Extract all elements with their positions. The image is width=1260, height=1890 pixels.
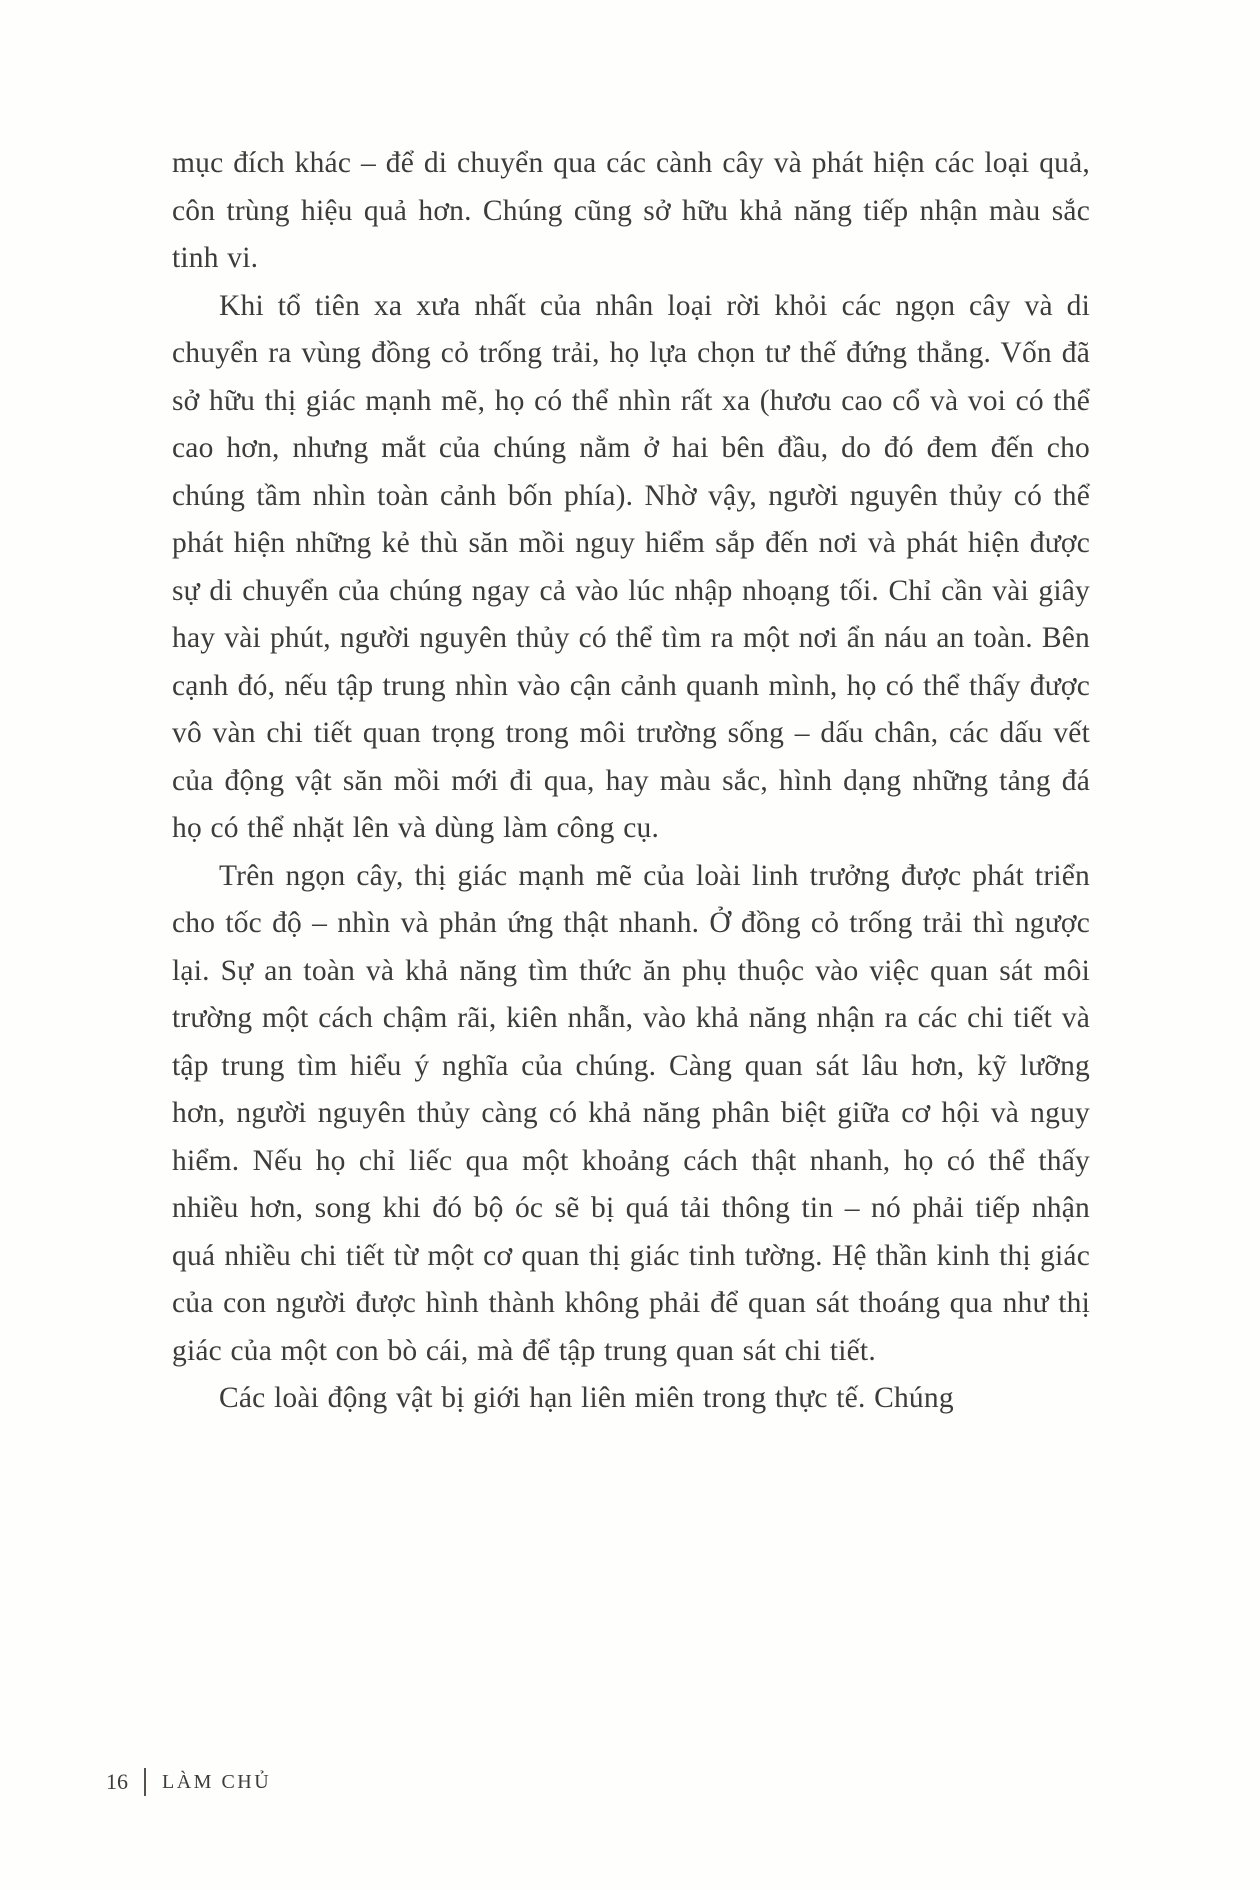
text-block — [172, 140, 1090, 1423]
paragraph: Khi tổ tiên xa xưa nhất của nhân loại rời khỏi các ngọn cây và di chuyển ra vùng đồng cỏ trống trải, họ lựa chọn tư thế đứng thẳng. Vốn đã sở hữu thị giác mạnh mẽ, họ có thể nhìn rất xa (hươu cao cổ và voi có thể cao hơn, nhưng mắt của chúng nằm ở hai bên đầu, do đó đem đến cho chúng tầm nhìn toàn cảnh bốn phía). Nhờ vậy, người nguyên thủy có thể phát hiện những kẻ thù săn mồi nguy hiểm sắp đến nơi và phát hiện được sự di chuyển của chúng ngay cả vào lúc nhập nhoạng tối. Chỉ cần vài giây hay vài phút, người nguyên thủy có thể tìm ra một nơi ẩn náu an toàn. Bên cạnh đó, nếu tập trung nhìn vào cận cảnh quanh mình, họ có thể thấy được vô vàn chi tiết quan trọng trong môi trường sống – dấu chân, các dấu vết của động vật săn mồi mới đi qua, hay màu sắc, hình dạng những tảng đá họ có thể nhặt lên và dùng làm công cụ. — [172, 289, 1090, 844]
footer-divider — [144, 1768, 146, 1796]
paragraph: Trên ngọn cây, thị giác mạnh mẽ của loài linh trưởng được phát triển cho tốc độ – nhìn và phản ứng thật nhanh. Ở đồng cỏ trống trải thì ngược lại. Sự an toàn và khả năng tìm thức ăn phụ thuộc vào việc quan sát môi trường một cách chậm rãi, kiên nhẫn, vào khả năng nhận ra các chi tiết và tập trung tìm hiểu ý nghĩa của chúng. Càng quan sát lâu hơn, kỹ lưỡng hơn, người nguyên thủy càng có khả năng phân biệt giữa cơ hội và nguy hiểm. Nếu họ chỉ liếc qua một khoảng cách thật nhanh, họ có thể thấy nhiều hơn, song khi đó bộ óc sẽ bị quá tải thông tin – nó phải tiếp nhận quá nhiều chi tiết từ một cơ quan thị giác tinh tường. Hệ thần kinh thị giác của con người được hình thành không phải để quan sát thoáng qua như thị giác của một con bò cái, mà để tập trung quan sát chi tiết. — [172, 859, 1090, 1367]
running-title: LÀM CHỦ — [162, 1770, 272, 1793]
paragraph: Các loài động vật bị giới hạn liên miên trong thực tế. Chúng — [219, 1382, 954, 1414]
page-number: 16 — [106, 1769, 128, 1794]
paragraph-continuation: mục đích khác – để di chuyển qua các cành cây và phát hiện các loại quả, côn trùng hiệu quả hơn. Chúng cũng sở hữu khả năng tiếp nhận màu sắc tinh vi. — [172, 147, 1090, 274]
page-footer — [106, 1768, 271, 1796]
